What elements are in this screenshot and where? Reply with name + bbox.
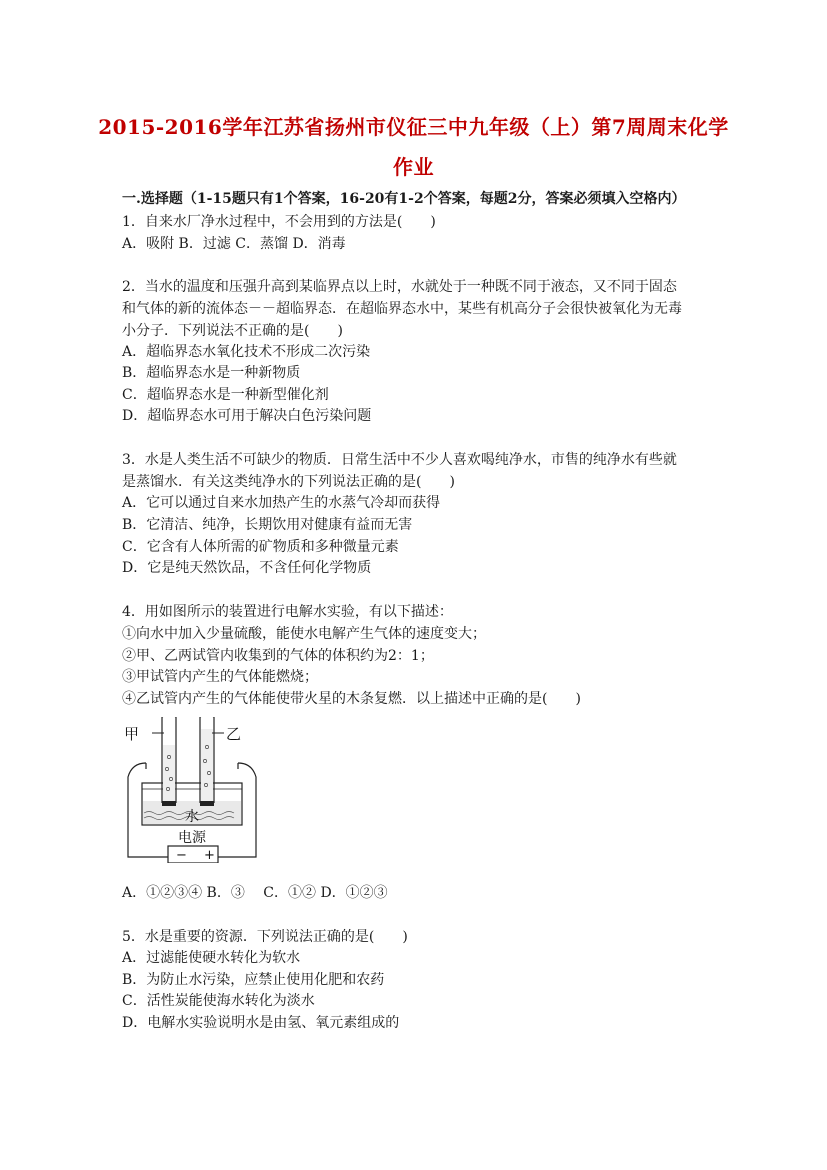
question-4-statement-2: ②甲、乙两试管内收集到的气体的体积约为2：1； xyxy=(122,648,434,664)
electrode-left xyxy=(162,801,176,806)
document-title-line-2: 作业 xyxy=(393,155,434,179)
question-5-stem: 5．水是重要的资源．下列说法正确的是( ) xyxy=(122,929,408,945)
question-2-stem-line-3: 小分子．下列说法不正确的是( ) xyxy=(122,323,343,339)
question-5-option-c: C．活性炭能使海水转化为淡水 xyxy=(122,993,315,1009)
electrode-right xyxy=(200,801,214,806)
question-1-options: A．吸附 B．过滤 C．蒸馏 D．消毒 xyxy=(122,236,346,252)
question-2-stem-line-2: 和气体的新的流体态－－超临界态．在超临界态水中，某些有机高分子会很快被氧化为无毒 xyxy=(122,301,682,317)
question-5-option-d: D．电解水实验说明水是由氢、氧元素组成的 xyxy=(122,1015,400,1031)
question-3-option-b: B．它清洁、纯净，长期饮用对健康有益而无害 xyxy=(122,517,413,533)
question-2-stem-line-1: 2．当水的温度和压强升高到某临界点以上时，水就处于一种既不同于液态，又不同于固态 xyxy=(122,279,677,295)
question-5-option-a: A．过滤能使硬水转化为软水 xyxy=(122,950,301,966)
question-3-option-c: C．它含有人体所需的矿物质和多种微量元素 xyxy=(122,539,399,555)
question-2-option-d: D．超临界态水可用于解决白色污染问题 xyxy=(122,408,372,424)
power-minus: − xyxy=(176,848,187,863)
question-4-statement-4: ④乙试管内产生的气体能使带火星的木条复燃．以上描述中正确的是( ) xyxy=(122,691,581,707)
question-4-stem-line-1: 4．用如图所示的装置进行电解水实验，有以下描述： xyxy=(122,604,453,620)
question-4-statement-1: ①向水中加入少量硫酸，能使水电解产生气体的速度变大； xyxy=(122,626,486,642)
question-3-option-d: D．它是纯天然饮品，不含任何化学物质 xyxy=(122,560,372,576)
question-2-option-a: A．超临界态水氧化技术不形成二次污染 xyxy=(122,344,371,360)
electrolysis-apparatus-figure xyxy=(122,717,262,863)
tube-label-yi: 乙 xyxy=(226,725,242,743)
question-3-stem-line-1: 3．水是人类生活不可缺少的物质．日常生活中不少人喜欢喝纯净水，市售的纯净水有些就 xyxy=(122,452,677,468)
tube-label-jia: 甲 xyxy=(124,725,140,743)
question-2-option-b: B．超临界态水是一种新物质 xyxy=(122,365,301,381)
document-title-line-1: 2015-2016学年江苏省扬州市仪征三中九年级（上）第7周周末化学 xyxy=(98,115,729,139)
section-heading: 一.选择题（1-15题只有1个答案，16-20有1-2个答案，每题2分，答案必须填入空格内） xyxy=(122,191,686,207)
power-label: 电源 xyxy=(178,830,206,846)
question-1-stem: 1．自来水厂净水过程中，不会用到的方法是( ) xyxy=(122,214,436,230)
question-3-option-a: A．它可以通过自来水加热产生的水蒸气冷却而获得 xyxy=(122,495,441,511)
question-3-stem-line-2: 是蒸馏水．有关这类纯净水的下列说法正确的是( ) xyxy=(122,474,455,490)
question-5-option-b: B．为防止水污染，应禁止使用化肥和农药 xyxy=(122,972,385,988)
question-2-option-c: C．超临界态水是一种新型催化剂 xyxy=(122,387,329,403)
power-plus: + xyxy=(204,848,215,863)
water-label: 水 xyxy=(185,809,199,825)
question-4-options: A．①②③④ B．③ C．①② D．①②③ xyxy=(122,885,388,901)
question-4-statement-3: ③甲试管内产生的气体能燃烧； xyxy=(122,669,318,685)
